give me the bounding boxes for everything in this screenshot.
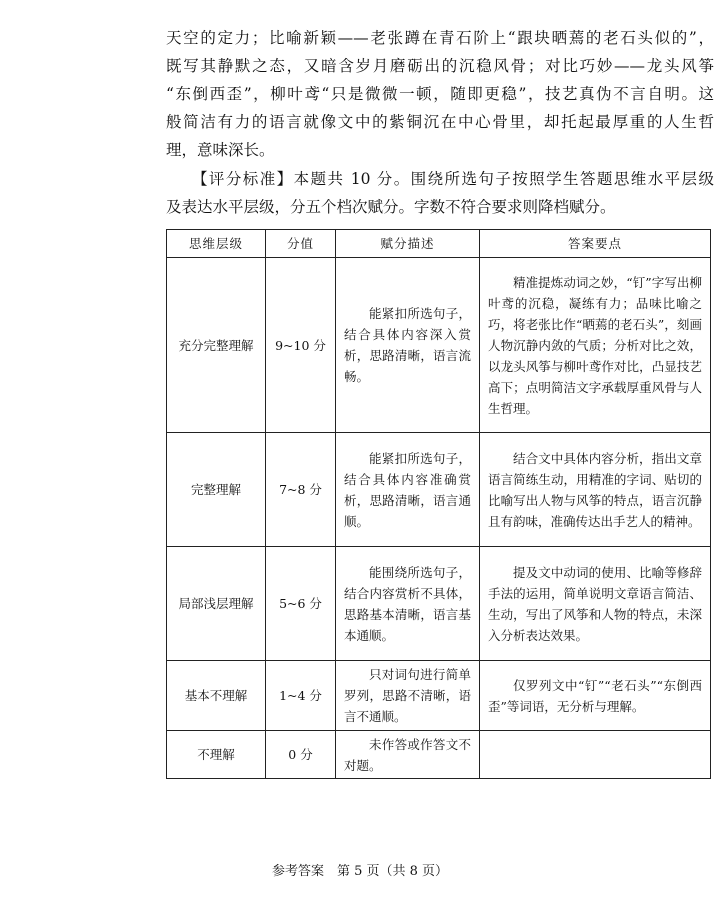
table-header-row xyxy=(167,230,711,258)
text-line: 【评分标准】本题共 10 分。围绕所选句子按照学生答题思维水平层级 xyxy=(192,170,714,188)
description-cell xyxy=(336,547,480,661)
answer-points-cell xyxy=(480,731,711,779)
text-line: 天空的定力；比喻新颖——老张蹲在青石阶上“跟块晒蔫的老石头似的”， xyxy=(166,29,714,47)
answer-points-cell xyxy=(480,433,711,547)
answer-points-cell xyxy=(480,661,711,731)
description-cell xyxy=(336,433,480,547)
answer-points-cell xyxy=(480,258,711,433)
analysis-paragraph xyxy=(166,24,714,164)
score-cell: 0 分 xyxy=(266,731,336,779)
score-cell: 9~10 分 xyxy=(266,258,336,433)
scoring-table xyxy=(166,229,711,779)
score-cell: 7~8 分 xyxy=(266,433,336,547)
description-text: 未作答或作答文不对题。 xyxy=(344,736,471,773)
level-cell: 不理解 xyxy=(167,731,266,779)
table-row xyxy=(167,661,711,731)
answer-points-text: 结合文中具体内容分析，指出文章语言简练生动，用精准的字词、贴切的比喻写出人物与风筝的特点，语言沉静且有韵味，准确传达出手艺人的精神。 xyxy=(488,450,702,529)
answer-points-text: 仅罗列文中“钉”“老石头”“东倒西歪”等词语，无分析与理解。 xyxy=(488,677,702,714)
text-line: “东倒西歪”，柳叶鸢“只是微微一顿，随即更稳”，技艺真伪不言自明。这 xyxy=(166,85,714,103)
level-cell: 充分完整理解 xyxy=(167,258,266,433)
description-cell xyxy=(336,258,480,433)
level-cell: 局部浅层理解 xyxy=(167,547,266,661)
table-row xyxy=(167,433,711,547)
text-line: 及表达水平层级，分五个档次赋分。字数不符合要求则降档赋分。 xyxy=(166,198,616,216)
description-text: 只对词句进行简单罗列，思路不清晰，语言不通顺。 xyxy=(344,667,471,724)
description-text: 能围绕所选句子，结合内容赏析不具体，思路基本清晰，语言基本通顺。 xyxy=(344,564,471,643)
header-level: 思维层级 xyxy=(167,230,266,258)
level-cell: 完整理解 xyxy=(167,433,266,547)
score-cell: 1~4 分 xyxy=(266,661,336,731)
header-description: 赋分描述 xyxy=(336,230,480,258)
description-cell xyxy=(336,731,480,779)
answer-points-text: 提及文中动词的使用、比喻等修辞手法的运用，简单说明文章语言简洁、生动，写出了风筝和人物的特点，未深入分析表达效果。 xyxy=(488,564,702,643)
table-row xyxy=(167,258,711,433)
scoring-criteria-paragraph xyxy=(166,165,714,221)
answer-points-cell xyxy=(480,547,711,661)
text-line: 理，意味深长。 xyxy=(166,141,275,159)
text-line: 般简洁有力的语言就像文中的紫铜沉在中心骨里，却托起最厚重的人生哲 xyxy=(166,113,714,131)
text-line: 既写其静默之态，又暗含岁月磨砺出的沉稳风骨；对比巧妙——龙头风筝 xyxy=(166,57,714,75)
description-text: 能紧扣所选句子，结合具体内容准确赏析，思路清晰，语言通顺。 xyxy=(344,450,471,529)
score-cell: 5~6 分 xyxy=(266,547,336,661)
level-cell: 基本不理解 xyxy=(167,661,266,731)
answer-points-text: 精准提炼动词之妙，“钉”字写出柳叶鸢的沉稳，凝练有力；品味比喻之巧，将老张比作“晒蔫的老石头”，刻画人物沉静内敛的气质；分析对比之效，以龙头风筝与柳叶鸢作对比，凸显技艺高下；点明简洁文字承载厚重风骨与人生哲理。 xyxy=(488,274,702,416)
description-text: 能紧扣所选句子，结合具体内容深入赏析，思路清晰，语言流畅。 xyxy=(344,306,471,384)
table-row xyxy=(167,547,711,661)
header-answer-points: 答案要点 xyxy=(480,230,711,258)
table-row xyxy=(167,731,711,779)
page-footer: 参考答案 第 5 页（共 8 页） xyxy=(271,864,449,879)
description-cell xyxy=(336,661,480,731)
header-score: 分值 xyxy=(266,230,336,258)
